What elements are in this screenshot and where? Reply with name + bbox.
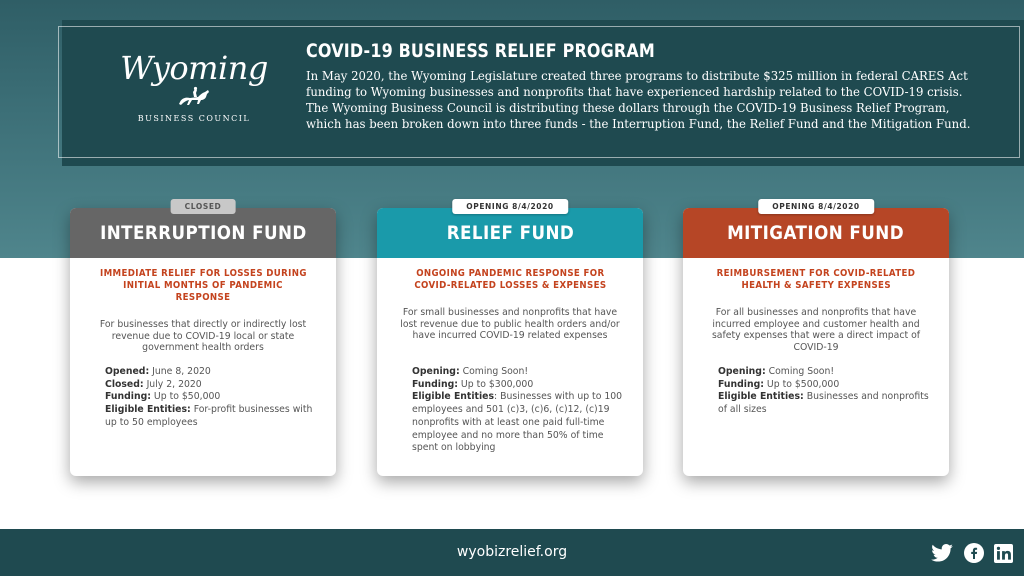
card-subtitle (683, 268, 949, 292)
detail-funding: Funding: Up to $50,000 (105, 391, 221, 403)
website-link[interactable]: wyobizrelief.org (456, 544, 568, 560)
card-description: For small businesses and nonprofits that have lost revenue due to public health orders and/or have incurred COVID-19 related expenses (400, 307, 620, 341)
card-details (412, 366, 627, 455)
intro-paragraph: In May 2020, the Wyoming Legislature created three programs to distribute $325 million in federal CARES Act funding to Wyoming businesses and nonprofits that have experienced hardship related to the COVID-19 crisis. The Wyoming Business Council is distributing these dollars through the COVID-19 Business Relief Program, which has been broken down into three funds - the Interruption Fund, the Relief Fund and the Mitigation Fund. (306, 69, 971, 131)
detail-eligible: Eligible Entities: For-profit businesses with up to 50 employees (105, 404, 313, 428)
linkedin-icon[interactable] (992, 542, 1014, 564)
facebook-icon[interactable] (963, 542, 985, 564)
footer-bar (0, 529, 1024, 576)
page-title: COVID-19 BUSINESS RELIEF PROGRAM (306, 40, 655, 62)
detail-funding: Funding: Up to $500,000 (718, 378, 840, 390)
card-header (70, 208, 336, 258)
card-title: INTERRUPTION FUND (99, 222, 307, 244)
detail-closed: Closed: July 2, 2020 (105, 378, 202, 390)
card-title: MITIGATION FUND (727, 222, 905, 244)
detail-eligible: Eligible Entities: Businesses with up to 100 employees and 501 (c)3, (c)6, (c)12, (c)19 nonprofits with at least one paid full-time employee and no more than 50% of time spent on lobbying (412, 391, 623, 454)
status-badge: OPENING 8/4/2020 (758, 199, 874, 214)
card-subtitle-line: INITIAL MONTHS OF PANDEMIC RESPONSE (123, 280, 283, 303)
card-title: RELIEF FUND (446, 222, 574, 244)
detail-opened: Opened: June 8, 2020 (105, 366, 211, 377)
bucking-horse-icon (172, 86, 216, 108)
card-subtitle (377, 268, 643, 292)
card-subtitle-line: REIMBURSEMENT FOR COVID-RELATED (716, 268, 916, 279)
logo-script-text: Wyoming (120, 49, 268, 87)
card-subtitle-line: IMMEDIATE RELIEF FOR LOSSES DURING (99, 268, 307, 279)
card-details (718, 366, 933, 417)
wyoming-business-council-logo (120, 50, 268, 140)
card-subtitle-line: ONGOING PANDEMIC RESPONSE FOR (415, 268, 605, 279)
detail-opening: Opening: Coming Soon! (412, 366, 529, 377)
status-badge: OPENING 8/4/2020 (452, 199, 568, 214)
relief-fund-card (377, 202, 643, 476)
twitter-icon[interactable] (930, 542, 954, 564)
card-subtitle-line: COVID-RELATED LOSSES & EXPENSES (413, 280, 607, 291)
card-details (105, 366, 320, 430)
logo-subtitle: BUSINESS COUNCIL (137, 114, 251, 123)
status-badge: CLOSED (171, 199, 236, 214)
interruption-fund-card (70, 202, 336, 476)
mitigation-fund-card (683, 202, 949, 476)
card-description: For businesses that directly or indirectly lost revenue due to COVID-19 local or state government health orders (99, 319, 307, 353)
detail-eligible: Eligible Entities: Businesses and nonprofits of all sizes (718, 391, 929, 416)
detail-opening: Opening: Coming Soon! (718, 366, 835, 377)
detail-funding: Funding: Up to $300,000 (412, 378, 534, 390)
card-header (377, 208, 643, 258)
card-subtitle-line: HEALTH & SAFETY EXPENSES (741, 280, 891, 291)
card-header (683, 208, 949, 258)
card-description: For all businesses and nonprofits that have incurred employee and customer health and safety expenses that were a direct impact of COVID-19 (711, 307, 921, 353)
card-subtitle (70, 268, 336, 304)
